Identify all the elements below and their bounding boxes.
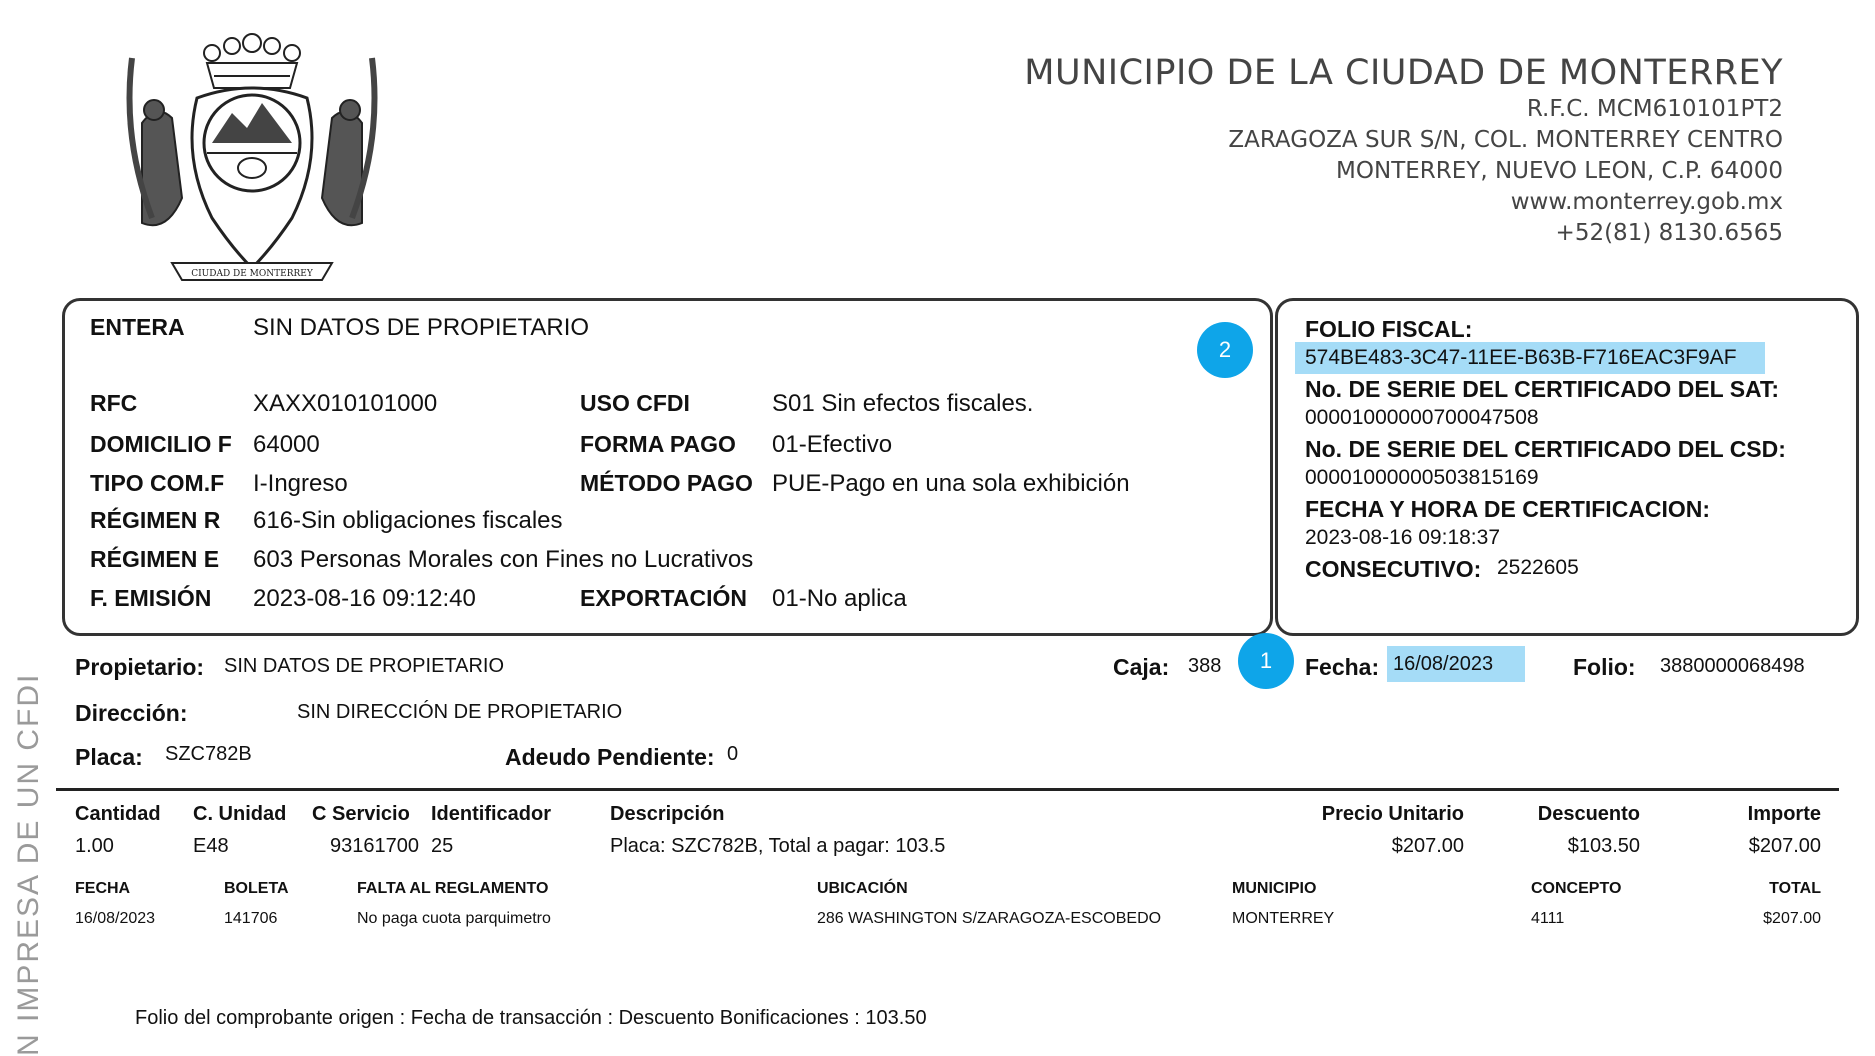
coat-of-arms-logo	[112, 18, 392, 293]
cell-falta: No paga cuota parquimetro	[357, 910, 551, 927]
adeudo-value: 0	[727, 743, 739, 765]
forma-pago-label: FORMA PAGO	[580, 431, 736, 457]
col-total: TOTAL	[1769, 880, 1821, 897]
propietario-label: Propietario:	[75, 654, 205, 680]
metodo-pago-value: PUE-Pago en una sola exhibición	[772, 470, 1130, 497]
emision-label: F. EMISIÓN	[90, 585, 212, 611]
cell-descripcion: Placa: SZC782B, Total a pagar: 103.5	[610, 835, 946, 857]
col-descripcion: Descripción	[610, 803, 725, 825]
annotation-marker-2: 2	[1197, 322, 1253, 378]
cell-boleta: 141706	[224, 910, 278, 927]
col-municipio: MUNICIPIO	[1232, 880, 1317, 897]
sat-cert-label: No. DE SERIE DEL CERTIFICADO DEL SAT:	[1305, 376, 1780, 402]
municipality-address-1: ZARAGOZA SUR S/N, COL. MONTERREY CENTRO	[1228, 127, 1783, 153]
footer-note: Folio del comprobante origen : Fecha de transacción : Descuento Bonificaciones : 103.50	[135, 1007, 927, 1029]
folio-label: Folio:	[1573, 654, 1636, 680]
exportacion-value: 01-No aplica	[772, 585, 907, 612]
municipality-rfc: R.F.C. MCM610101PT2	[1526, 96, 1783, 122]
domicilio-label: DOMICILIO F	[90, 431, 232, 457]
regimen-e-label: RÉGIMEN E	[90, 546, 220, 572]
folio-value: 3880000068498	[1660, 655, 1805, 677]
municipality-website[interactable]: www.monterrey.gob.mx	[1510, 189, 1783, 215]
fecha-label: Fecha:	[1305, 654, 1380, 680]
col-fecha: FECHA	[75, 880, 131, 897]
municipality-header	[1024, 52, 1783, 249]
entera-label: ENTERA	[90, 314, 185, 340]
cell-importe: $207.00	[1748, 835, 1821, 857]
regimen-r-value: 616-Sin obligaciones fiscales	[253, 507, 563, 534]
regimen-e-value: 603 Personas Morales con Fines no Lucrativos	[253, 546, 754, 573]
placa-label: Placa:	[75, 744, 143, 770]
cell-total: $207.00	[1763, 910, 1821, 927]
sat-cert-value: 00001000000700047508	[1305, 406, 1539, 429]
municipality-address-2: MONTERREY, NUEVO LEON, C.P. 64000	[1336, 158, 1783, 184]
tipo-com-label: TIPO COM.F	[90, 470, 225, 496]
caja-value: 388	[1188, 655, 1222, 677]
cell-identificador: 25	[431, 835, 454, 857]
tipo-com-value: I-Ingreso	[253, 470, 348, 497]
regimen-r-label: RÉGIMEN R	[90, 507, 221, 533]
col-c-unidad: C. Unidad	[193, 803, 287, 825]
col-boleta: BOLETA	[224, 880, 289, 897]
col-importe: Importe	[1747, 803, 1821, 825]
csd-cert-label: No. DE SERIE DEL CERTIFICADO DEL CSD:	[1305, 436, 1786, 462]
cell-c-servicio: 93161700	[330, 835, 419, 857]
direccion-value: SIN DIRECCIÓN DE PROPIETARIO	[297, 701, 623, 723]
adeudo-label: Adeudo Pendiente:	[505, 744, 715, 770]
col-concepto: CONCEPTO	[1531, 880, 1622, 897]
cell-ubicacion: 286 WASHINGTON S/ZARAGOZA-ESCOBEDO	[817, 910, 1162, 927]
entera-value: SIN DATOS DE PROPIETARIO	[253, 314, 590, 341]
cell-descuento: $103.50	[1567, 835, 1640, 857]
col-falta: FALTA AL REGLAMENTO	[357, 880, 549, 897]
municipality-phone: +52(81) 8130.6565	[1555, 220, 1783, 246]
emision-value: 2023-08-16 09:12:40	[253, 585, 476, 612]
cell-precio-unitario: $207.00	[1391, 835, 1464, 857]
fecha-value: 16/08/2023	[1393, 653, 1494, 675]
uso-cfdi-label: USO CFDI	[580, 390, 690, 416]
exportacion-label: EXPORTACIÓN	[580, 585, 747, 611]
cell-municipio: MONTERREY	[1232, 910, 1335, 927]
cell-concepto: 4111	[1531, 910, 1565, 927]
domicilio-value: 64000	[253, 431, 320, 458]
uso-cfdi-value: S01 Sin efectos fiscales.	[772, 390, 1034, 417]
col-cantidad: Cantidad	[75, 803, 161, 825]
cell-cantidad: 1.00	[75, 835, 114, 857]
col-descuento: Descuento	[1537, 803, 1640, 825]
forma-pago-value: 01-Efectivo	[772, 431, 893, 458]
caja-label: Caja:	[1113, 654, 1170, 680]
folio-fiscal-label: FOLIO FISCAL:	[1305, 316, 1473, 342]
direccion-label: Dirección:	[75, 700, 188, 726]
col-ubicacion: UBICACIÓN	[817, 880, 908, 897]
rfc-label: RFC	[90, 390, 138, 416]
municipality-title: MUNICIPIO DE LA CIUDAD DE MONTERREY	[1024, 53, 1783, 93]
vertical-watermark: N IMPRESA DE UN CFDI	[12, 672, 45, 1056]
folio-fiscal-value: 574BE483-3C47-11EE-B63B-F716EAC3F9AF	[1305, 346, 1737, 369]
placa-value: SZC782B	[165, 743, 252, 765]
col-identificador: Identificador	[431, 803, 552, 825]
csd-cert-value: 00001000000503815169	[1305, 466, 1539, 489]
col-c-servicio: C Servicio	[312, 803, 410, 825]
rfc-value: XAXX010101000	[253, 390, 438, 417]
svg-text:CIUDAD DE MONTERREY: CIUDAD DE MONTERREY	[191, 269, 313, 279]
col-precio-unitario: Precio Unitario	[1321, 803, 1464, 825]
cell-fecha: 16/08/2023	[75, 910, 156, 927]
consecutivo-label: CONSECUTIVO:	[1305, 556, 1482, 582]
cert-date-label: FECHA Y HORA DE CERTIFICACION:	[1305, 496, 1711, 522]
cert-date-value: 2023-08-16 09:18:37	[1305, 526, 1500, 549]
consecutivo-value: 2522605	[1497, 556, 1579, 579]
section-divider	[56, 788, 1839, 791]
annotation-marker-1: 1	[1238, 633, 1294, 689]
cell-c-unidad: E48	[193, 835, 229, 857]
propietario-value: SIN DATOS DE PROPIETARIO	[224, 655, 505, 677]
metodo-pago-label: MÉTODO PAGO	[580, 470, 753, 496]
